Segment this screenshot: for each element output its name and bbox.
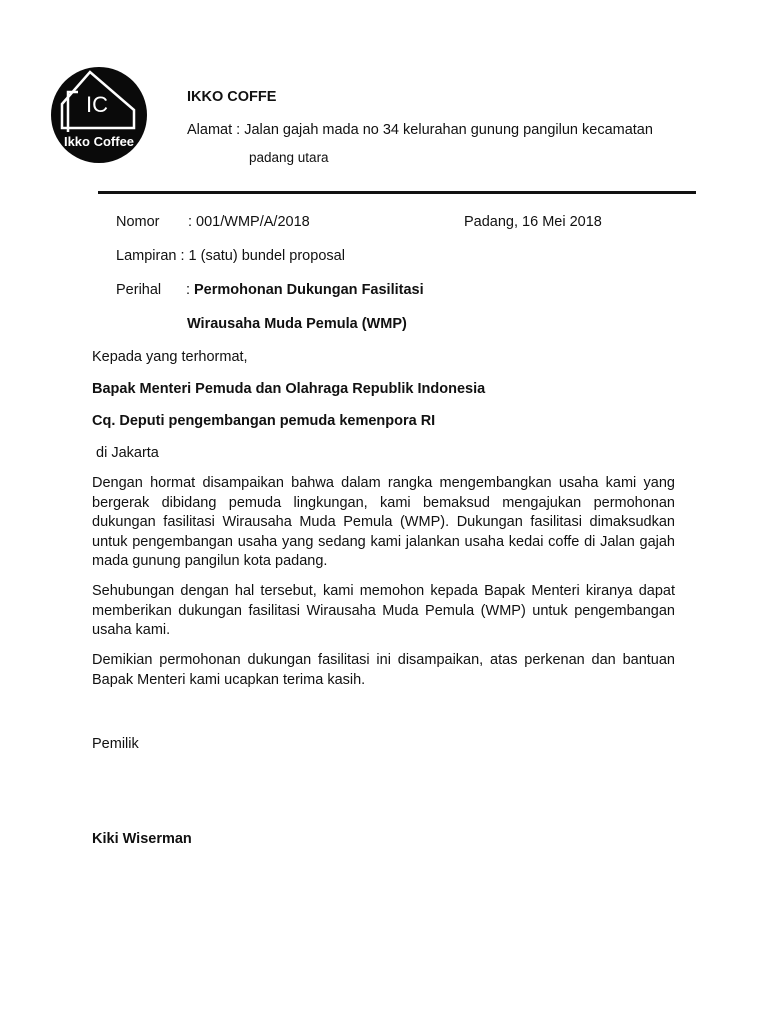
signature-title: Pemilik xyxy=(92,736,139,752)
body-paragraph: Demikian permohonan dukungan fasilitasi ini disampaikan, atas perkenan dan bantuan Bapak Menteri kami ucapkan terima kasih. xyxy=(92,652,675,688)
recipient-location: di Jakarta xyxy=(96,445,159,461)
recipient-name: Bapak Menteri Pemuda dan Olahraga Republik Indonesia xyxy=(92,381,486,397)
lampiran: Lampiran : 1 (satu) bundel proposal xyxy=(116,248,345,264)
perihal-line-2: Wirausaha Muda Pemula (WMP) xyxy=(187,316,407,332)
salutation: Kepada yang terhormat, xyxy=(92,349,248,365)
ikko-coffee-logo xyxy=(50,66,148,164)
signature-name: Kiki Wiserman xyxy=(92,831,192,847)
body-paragraph: Sehubungan dengan hal tersebut, kami memohon kepada Bapak Menteri kiranya dapat memberikan dukungan fasilitasi Wirausaha Muda Pemula (WMP) untuk pengembangan usaha kami. xyxy=(92,583,675,639)
perihal-label: Perihal xyxy=(116,282,162,298)
perihal-line-1: Permohonan Dukungan Fasilitasi xyxy=(194,282,424,298)
svg-text:Ikko Coffee: Ikko Coffee xyxy=(63,134,135,149)
perihal-colon: : xyxy=(186,282,191,298)
place-date: Padang, 16 Mei 2018 xyxy=(464,214,602,230)
company-name: IKKO COFFE xyxy=(187,89,277,105)
recipient-cq: Cq. Deputi pengembangan pemuda kemenpora RI xyxy=(92,413,436,429)
body-paragraph: Dengan hormat disampaikan bahwa dalam rangka mengembangkan usaha kami yang bergerak dibidang pemuda lingkungan, kami bemaksud mengajukan permohonan dukungan fasilitasi Wirausaha Muda Pemula (WMP). Dukungan fasilitasi dimaksudkan untuk pengembangan usaha yang sedang kami jalankan usaha kedai coffe di Jalan gajah mada gunung pangilun kota padang. xyxy=(92,475,675,570)
letterhead-divider xyxy=(98,191,696,194)
address-line-1: Alamat : Jalan gajah mada no 34 kelurahan gunung pangilun kecamatan xyxy=(187,122,653,138)
nomor-value: : 001/WMP/A/2018 xyxy=(188,214,310,230)
address-line-2: padang utara xyxy=(249,150,329,165)
svg-text:IC: IC xyxy=(86,92,108,117)
nomor-label: Nomor xyxy=(116,214,160,230)
